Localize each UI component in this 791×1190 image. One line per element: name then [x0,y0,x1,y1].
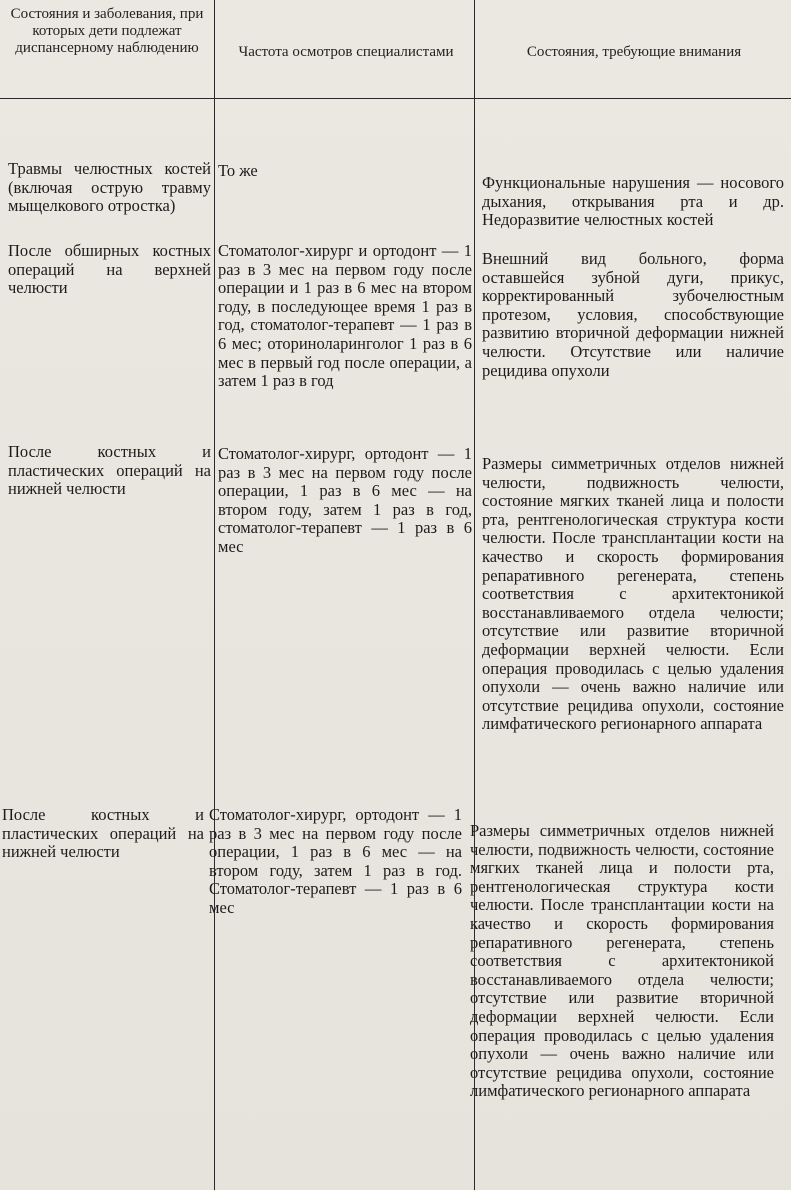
row-2-attention: Внешний вид больного, форма оставшейся зубной дуги, прикус, корректированный зубочелюстным протезом, условия, способствующие развитию вторичной деформации нижней челюсти. Отсутствие или наличие рецидива опухоли [482,249,784,380]
header-attention: Состояния, требующие внимания [526,44,742,60]
row-3-condition: После костных и пластических операций на нижней челюсти [8,442,211,499]
row-4-condition: После костных и пластических операций на нижней челюсти [2,805,204,862]
row-3-attention: Размеры симметричных отделов нижней челюсти, подвижность челюсти, состояние мягких тканей лица и полости рта, рентгенологическая структура кости челюсти. После трансплантации кости на качество и скорость формирования репаративного регенерата, степень соответствия с архитектоникой восстанавливаемого отдела челюсти; отсутствие или развитие вторичной деформации верхней челюсти. Если операция проводилась с целью удаления опухоли — очень важно наличие или отсутствие рецидива опухоли, состояние лимфатического регионарного аппарата [482,454,784,734]
row-4-frequency: Стоматолог-хирург, ортодонт — 1 раз в 3 мес на первом году после операции, 1 раз в 6 мес — на втором году, затем 1 раз в год. Стоматолог-терапевт — 1 раз в 6 мес [209,805,462,917]
row-4-attention: Размеры симметричных отделов нижней челюсти, подвижность челюсти, состояние мягких тканей лица и полости рта, рентгенологическая структура кости челюсти. После трансплантации кости на качество и скорость формирования репаративного регенерата, степень соответствия с архитектоникой восстанавливаемого отдела челюсти; отсутствие или развитие вторичной деформации верхней челюсти. Если операция проводилась с целью удаления опухоли — очень важно наличие или отсутствие рецидива опухоли, состояние лимфатического регионарного аппарата [470,821,774,1101]
row-1-frequency: То же [218,161,258,180]
row-3-frequency: Стоматолог-хирург, ортодонт — 1 раз в 3 мес на первом году после операции, 1 раз в 6 мес — на втором году, затем 1 раз в год, стоматолог-терапевт — 1 раз в 6 мес [218,444,472,556]
header-frequency: Частота осмотров специалистами [238,44,454,60]
row-1-attention: Функциональные нарушения — носового дыхания, открывания рта и др. Недоразвитие челюстных костей [482,173,784,230]
header-conditions: Состояния и заболевания, при которых дети подлежат диспансерному наблюдению [10,6,204,56]
row-1-condition: Травмы челюстных костей (включая острую травму мыщелкового отростка) [8,159,211,216]
column-divider-1 [214,0,215,1190]
row-2-frequency: Стоматолог-хирург и ортодонт — 1 раз в 3 мес на первом году после операции и 1 раз в 6 мес на втором году, в последующее время 1 раз в год, стоматолог-терапевт — 1 раз в 6 мес; оториноларинголог 1 раз в 6 мес в первый год после операции, а затем 1 раз в год [218,241,472,391]
table-header [0,0,791,99]
row-2-condition: После обширных костных операций на верхней челюсти [8,241,211,298]
